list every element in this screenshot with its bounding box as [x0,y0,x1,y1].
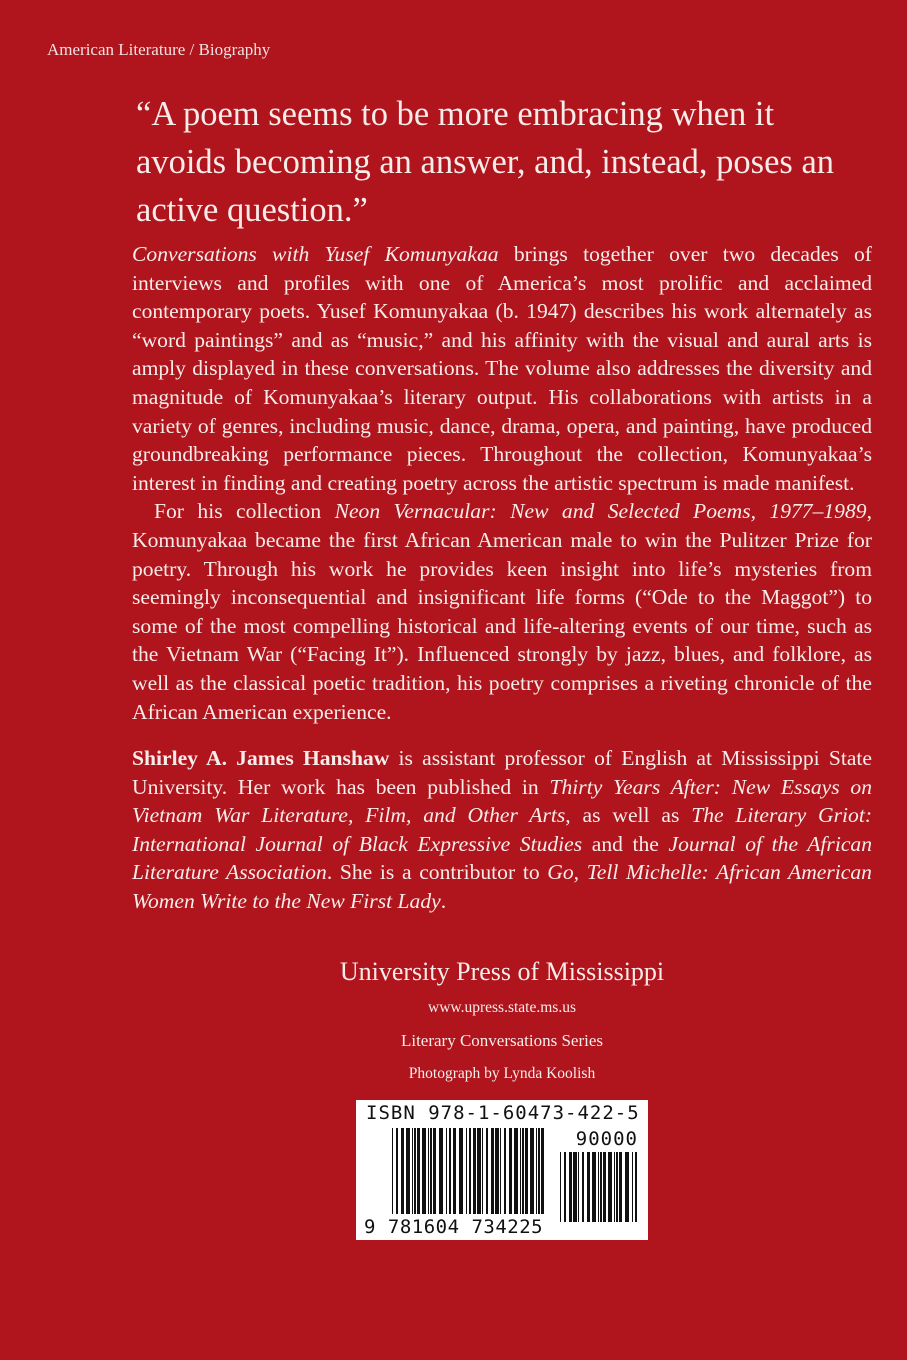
price-addon-text: 90000 [575,1127,638,1150]
barcode-bar [541,1128,544,1214]
barcode-bar [625,1152,629,1222]
barcode-bar [536,1128,537,1214]
category-label: American Literature / Biography [47,40,271,59]
barcode-bar [582,1152,584,1222]
barcode-bar [439,1128,443,1214]
barcode-bar [603,1152,606,1222]
barcode-bar [614,1152,615,1222]
barcode-bar [632,1152,633,1222]
photo-credit: Photograph by Lynda Koolish [408,1064,596,1082]
isbn-text: ISBN 978-1-60473-422-5 [366,1101,640,1124]
barcode-bar [477,1128,481,1214]
barcode-bar [520,1128,521,1214]
publication-title: The Literary Griot: International Journal of Black Expressive Studies [132,803,873,856]
barcode-bar [509,1128,512,1214]
barcode-bar [592,1152,596,1222]
barcode-bar [491,1128,494,1214]
barcode-bar [598,1152,599,1222]
description-paragraph [132,240,872,497]
barcode-bar [469,1128,471,1214]
barcode-bar [422,1128,426,1214]
addon-barcode-bars [560,1152,640,1222]
barcode-bar [414,1128,416,1214]
barcode-bar [449,1128,451,1214]
barcode-bar [530,1128,534,1214]
publisher-url: www.upress.state.ms.us [428,998,576,1016]
barcode-bar [500,1128,501,1214]
barcode-bar [578,1152,579,1222]
pull-quote: “A poem seems to be more embracing when it avoids becoming an answer, and, instead, poses an active question.” [136,95,835,229]
barcode-bar [412,1128,413,1214]
barcode-bar [482,1128,483,1214]
barcode-bar [514,1128,518,1214]
book-description [132,240,872,726]
barcode-bar [495,1128,499,1214]
barcode-bar [608,1152,612,1222]
text: and the [582,831,669,856]
text: . She is a contributor to [326,860,548,885]
description-paragraph [132,497,872,726]
text: . [440,889,447,914]
barcode-bar [428,1128,429,1214]
barcode-bar [573,1152,577,1222]
barcode-bar [525,1128,528,1214]
author-bio [132,744,872,916]
ean-text: 9 781604 734225 [364,1215,544,1238]
publication-title: Thirty Years After: New Essays on Vietnam War Literature, Film, and Other Arts [132,774,872,828]
barcode-bar [459,1128,463,1214]
barcode-bar [446,1128,447,1214]
barcode-bar [417,1128,420,1214]
series-name: Literary Conversations Series [400,1030,604,1050]
publisher-name: University Press of Mississippi [339,956,665,986]
barcode-bar [486,1128,488,1214]
barcode-bar [392,1128,393,1214]
barcode-bar [538,1128,540,1214]
barcode-bar [433,1128,436,1214]
isbn-barcode [356,1100,648,1240]
author-name: Shirley A. James Hanshaw [132,746,390,771]
text: , Komunyakaa became the first African American male to win the Pulitzer Prize for poetry. Through his work he provides keen insight into life’s mysteries from seemingly inconsequential and insignificant life forms (“Ode to the Maggot”) to some of the most compelling historical and life-altering events of our time, such as the Vietnam War (“Facing It”). Influenced strongly by jazz, blues, and folklore, as well as the classical poetic tradition, his poetry comprises a riveting chronicle of the African American experience. [132,499,872,724]
barcode-bar [587,1152,590,1222]
barcode-bar [619,1152,622,1222]
text: , as well as [565,803,692,828]
barcode-bar [600,1152,602,1222]
barcode-bar [564,1152,566,1222]
barcode-bar [473,1128,476,1214]
collection-title: Neon Vernacular: New and Selected Poems, 1977–1989 [334,499,867,524]
barcode-bar [635,1152,637,1222]
book-title: Conversations with Yusef Komunyakaa [132,242,499,266]
publication-title: Journal of the African Literature Association [132,831,873,885]
barcode-bar [560,1152,561,1222]
barcode-bar [401,1128,404,1214]
text: For his collection [154,499,335,524]
text: brings together over two decades of interviews and profiles with one of America’s most prolific and acclaimed contemporary poets. Yusef Komunyakaa (b. 1947) describes his work alternately as “word paintings” and as “music,” and his affinity with the visual and aural arts is amply displayed in these conversations. The volume also addresses the diversity and magnitude of Komunyakaa’s literary output. His collaborations with artists in a variety of genres, including music, dance, drama, opera, and painting, have produced groundbreaking performance pieces. Throughout the collection, Komunyakaa’s interest in finding and creating poetry across the artistic spectrum is made manifest. [132,242,872,495]
publication-title: Go, Tell Michelle: African American Women Write to the New First Lady [132,860,872,914]
text: is assistant professor of English at Mississippi State University. Her work has been published in [132,746,872,799]
publisher-block [132,956,872,1240]
barcode-bar [569,1152,572,1222]
barcode-bar [504,1128,506,1214]
barcode-bar [616,1152,618,1222]
cover-content [132,90,872,1240]
barcode-bar [430,1128,432,1214]
barcode-bar [522,1128,524,1214]
barcode-bar [453,1128,456,1214]
barcode-bar [396,1128,398,1214]
barcode-bar [466,1128,467,1214]
barcode-bar [406,1128,410,1214]
barcode-bars [392,1128,548,1214]
